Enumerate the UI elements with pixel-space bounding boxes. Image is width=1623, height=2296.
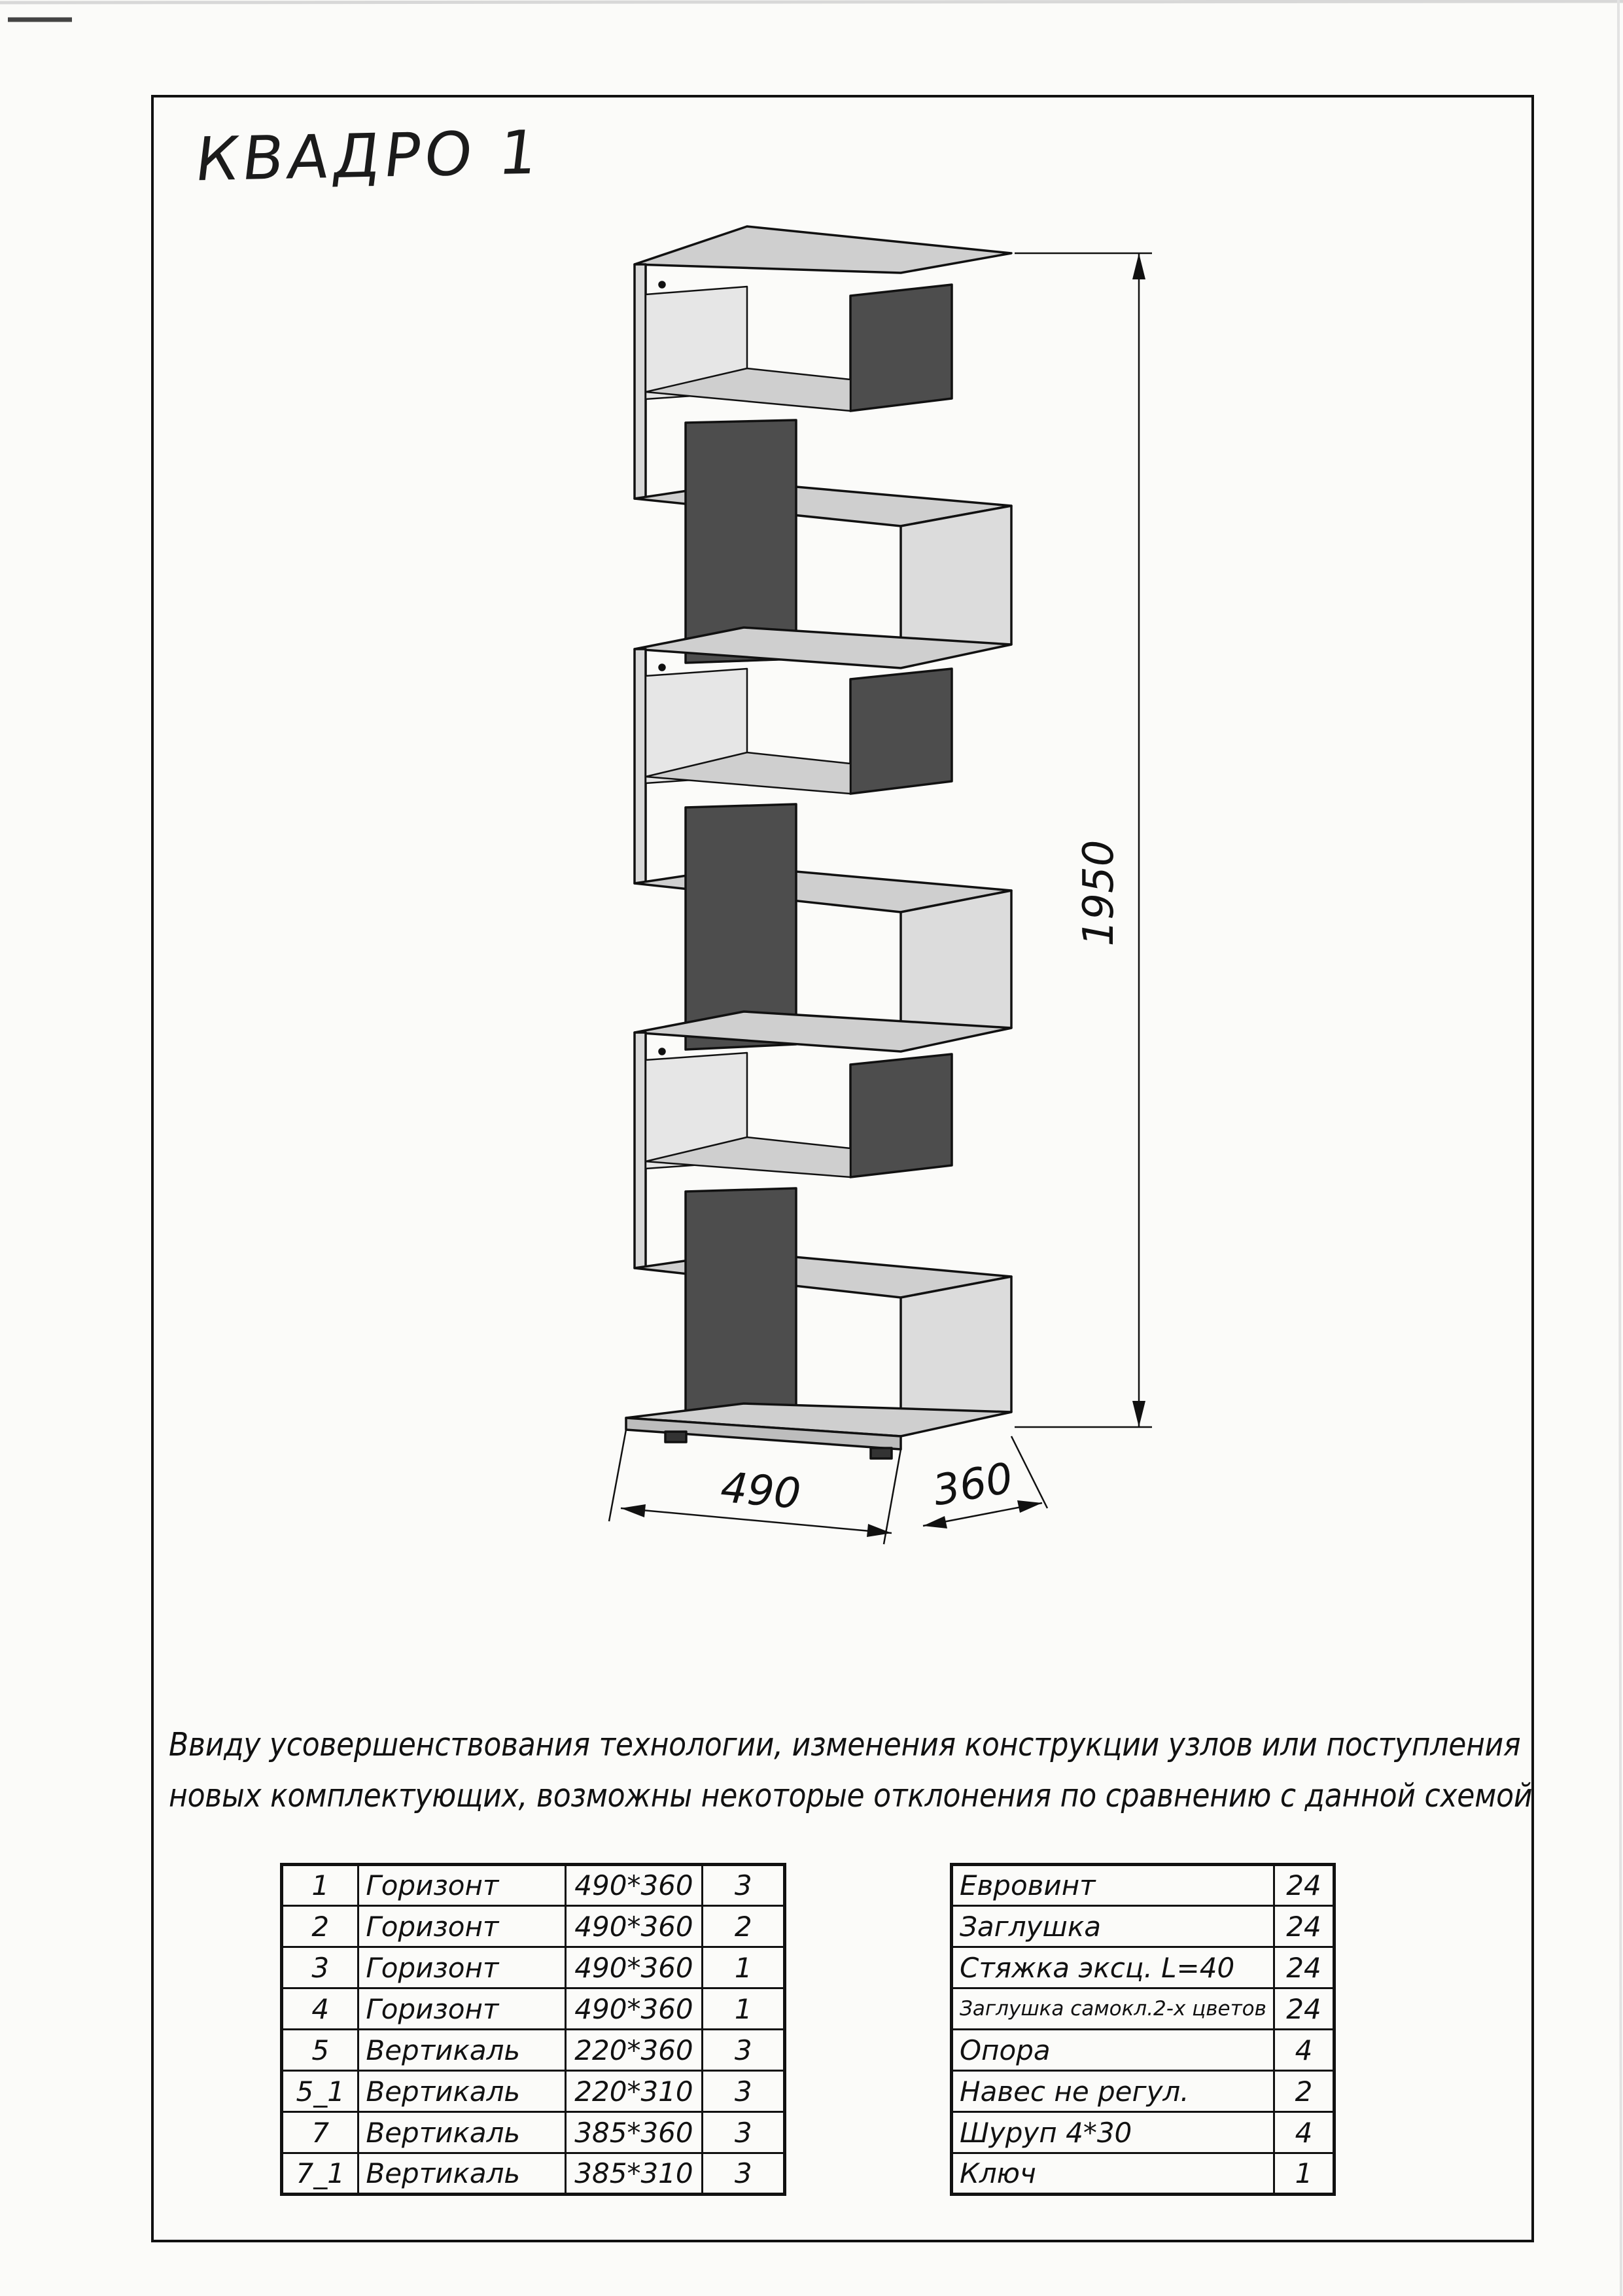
depth-dimension-label: 360 <box>929 1454 1017 1516</box>
hardware-quantity: 24 <box>1274 1947 1334 1988</box>
table-row <box>952 2030 1335 2071</box>
part-name: Горизонт <box>358 1947 565 1988</box>
height-dimension-label: 1950 <box>1075 839 1123 947</box>
part-size: 490*360 <box>565 1947 703 1988</box>
hardware-quantity: 24 <box>1274 1988 1334 2030</box>
part-quantity: 3 <box>703 2071 785 2112</box>
table-row <box>282 1947 785 1988</box>
part-number: 5_1 <box>282 2071 358 2112</box>
hardware-name: Навес не регул. <box>952 2071 1274 2112</box>
part-number: 5 <box>282 2030 358 2071</box>
table-row <box>952 2112 1335 2153</box>
part-size: 490*360 <box>565 1988 703 2030</box>
table-row <box>282 1906 785 1947</box>
part-number: 1 <box>282 1865 358 1906</box>
shelf-divider-panel <box>850 669 952 794</box>
part-number: 4 <box>282 1988 358 2030</box>
hardware-quantity: 2 <box>1274 2071 1334 2112</box>
part-name: Вертикаль <box>358 2153 565 2195</box>
part-quantity: 1 <box>703 1947 785 1988</box>
part-size: 490*360 <box>565 1865 703 1906</box>
shelf-drawing <box>151 95 1534 1698</box>
table-row <box>952 1906 1335 1947</box>
part-name: Вертикаль <box>358 2112 565 2153</box>
hardware-quantity: 4 <box>1274 2030 1334 2071</box>
part-name: Вертикаль <box>358 2030 565 2071</box>
part-quantity: 2 <box>703 1906 785 1947</box>
hardware-quantity: 24 <box>1274 1865 1334 1906</box>
hardware-name: Шуруп 4*30 <box>952 2112 1274 2153</box>
hardware-name: Опора <box>952 2030 1274 2071</box>
hardware-name: Ключ <box>952 2153 1274 2195</box>
shelf-top-panel <box>635 226 1011 273</box>
part-size: 490*360 <box>565 1906 703 1947</box>
part-quantity: 3 <box>703 2112 785 2153</box>
part-number: 2 <box>282 1906 358 1947</box>
table-row <box>282 2030 785 2071</box>
part-number: 3 <box>282 1947 358 1988</box>
part-number: 7_1 <box>282 2153 358 2195</box>
table-row <box>282 1865 785 1906</box>
handwritten-title: КВАДРО 1 <box>191 117 546 195</box>
part-size: 385*360 <box>565 2112 703 2153</box>
table-row <box>282 1988 785 2030</box>
table-row <box>952 1947 1335 1988</box>
shelf-divider-panel <box>850 1054 952 1177</box>
hardware-table <box>950 1863 1336 2196</box>
parts-table <box>280 1863 786 2196</box>
table-row <box>952 1865 1335 1906</box>
part-quantity: 3 <box>703 1865 785 1906</box>
table-row <box>952 1988 1335 2030</box>
part-quantity: 3 <box>703 2030 785 2071</box>
shelf-divider-panel <box>850 285 952 411</box>
disclaimer-line-1: Ввиду усовершенствования технологии, изменения конструкции узлов или поступления <box>169 1726 1521 1763</box>
part-quantity: 1 <box>703 1988 785 2030</box>
hardware-quantity: 4 <box>1274 2112 1334 2153</box>
hardware-quantity: 1 <box>1274 2153 1334 2195</box>
table-row <box>952 2071 1335 2112</box>
disclaimer-line-2: новых комплектующих, возможны некоторые отклонения по сравнению с данной схемой <box>169 1777 1533 1814</box>
part-name: Горизонт <box>358 1988 565 2030</box>
part-name: Горизонт <box>358 1906 565 1947</box>
part-name: Вертикаль <box>358 2071 565 2112</box>
hardware-name: Стяжка эксц. L=40 <box>952 1947 1274 1988</box>
part-quantity: 3 <box>703 2153 785 2195</box>
disclaimer-note <box>169 1720 1533 1822</box>
part-size: 220*310 <box>565 2071 703 2112</box>
part-name: Горизонт <box>358 1865 565 1906</box>
table-row <box>282 2153 785 2195</box>
part-size: 385*310 <box>565 2153 703 2195</box>
hardware-name: Заглушка самокл.2-х цветов <box>952 1988 1274 2030</box>
width-dimension-label: 490 <box>718 1463 803 1519</box>
table-row <box>282 2112 785 2153</box>
shelf-divider-panel <box>686 420 796 663</box>
table-row <box>952 2153 1335 2195</box>
hardware-name: Заглушка <box>952 1906 1274 1947</box>
shelf-divider-panel <box>686 1188 796 1428</box>
hardware-name: Евровинт <box>952 1865 1274 1906</box>
part-number: 7 <box>282 2112 358 2153</box>
table-row <box>282 2071 785 2112</box>
part-size: 220*360 <box>565 2030 703 2071</box>
hardware-quantity: 24 <box>1274 1906 1334 1947</box>
